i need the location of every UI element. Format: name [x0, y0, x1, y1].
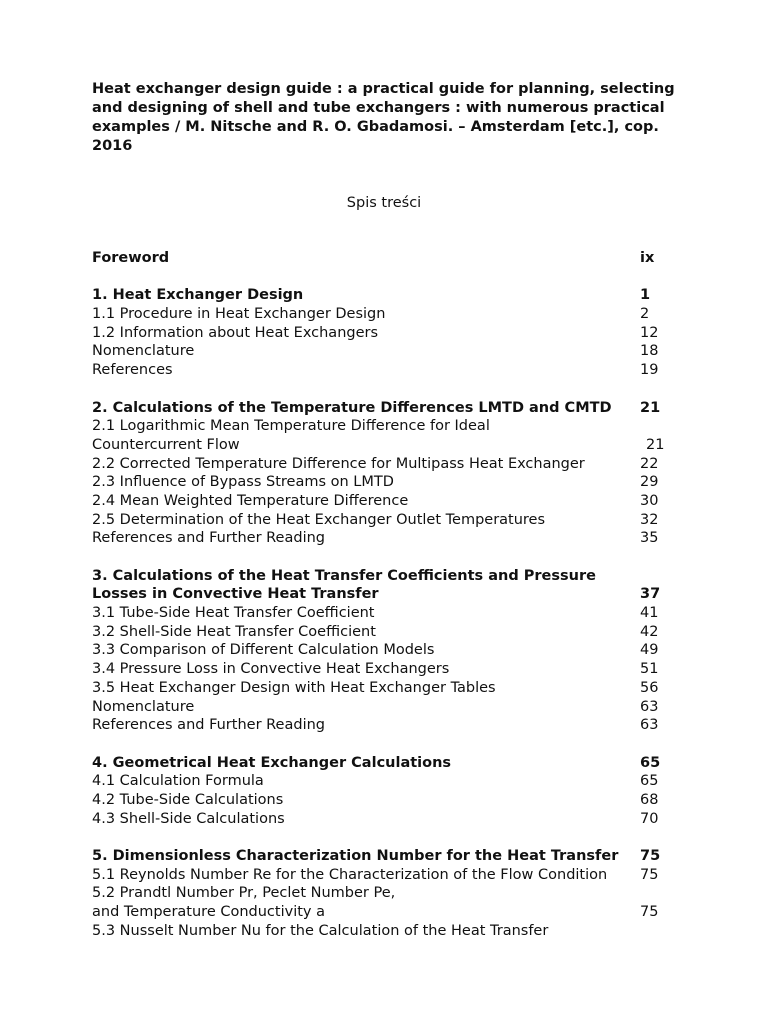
toc-entry-label: Nomenclature: [92, 698, 195, 715]
section-spacer: [92, 380, 672, 399]
toc-page-number: 42: [640, 623, 659, 640]
toc-entry-row: [92, 361, 672, 380]
toc-page-number: 56: [640, 679, 659, 696]
toc-page-number: 21: [646, 436, 665, 453]
toc-entry-row: [92, 492, 672, 511]
toc-entry-row: [92, 436, 672, 455]
toc-entry-label: Losses in Convective Heat Transfer: [92, 586, 379, 603]
toc-entry-label: 2.1 Logarithmic Mean Temperature Difference for Ideal: [92, 418, 490, 435]
toc-page-number: 51: [640, 661, 659, 678]
section-spacer: [92, 268, 672, 287]
toc-entry-label: 2.3 Influence of Bypass Streams on LMTD: [92, 474, 394, 491]
toc-entry-label: 2.4 Mean Weighted Temperature Difference: [92, 492, 409, 509]
toc-entry-label: References: [92, 362, 173, 379]
toc-chapter-row: [92, 286, 672, 305]
toc-entry-row: [92, 417, 672, 436]
toc-chapter-row: [92, 585, 672, 604]
toc-entry-row: [92, 772, 672, 791]
toc-page-number: 75: [640, 866, 659, 883]
toc-entry-label: 3.5 Heat Exchanger Design with Heat Exchanger Tables: [92, 679, 496, 696]
toc-page-number: 29: [640, 474, 659, 491]
toc-entry-row: [92, 660, 672, 679]
toc-page-number: 12: [640, 324, 659, 341]
toc-entry-row: [92, 511, 672, 530]
toc-entry-row: [92, 455, 672, 474]
toc-title: Spis treści: [346, 195, 422, 211]
toc-entry-row: [92, 529, 672, 548]
toc-page-number: ix: [640, 250, 655, 266]
toc-page-number: 30: [640, 492, 659, 509]
toc-entry-label: 5.1 Reynolds Number Re for the Characterization of the Flow Condition: [92, 866, 608, 883]
bibliographic-header: Heat exchanger design guide : a practical guide for planning, selecting and designing of shell and tube exchangers : with numerous practical examples / M. Nitsche and R. O. Gbadamosi. – Amsterdam [etc.], cop. 2016: [92, 81, 675, 154]
toc-entry-row: [92, 698, 672, 717]
toc-entry-label: 2.2 Corrected Temperature Difference for Multipass Heat Exchanger: [92, 455, 585, 472]
toc-entry-label: 5.2 Prandtl Number Pr, Peclet Number Pe,: [92, 885, 396, 902]
toc-entry-label: 2. Calculations of the Temperature Differences LMTD and CMTD: [92, 399, 612, 416]
toc-entry-row: [92, 473, 672, 492]
toc-page-number: 35: [640, 530, 659, 547]
toc-entry-row: [92, 342, 672, 361]
toc-page-number: 63: [640, 717, 659, 734]
toc-page-number: 37: [640, 586, 661, 603]
section-spacer: [92, 735, 672, 754]
toc-entry-label: 4.3 Shell-Side Calculations: [92, 810, 285, 827]
toc-entry-label: Nomenclature: [92, 343, 195, 360]
toc-entry-label: 1.1 Procedure in Heat Exchanger Design: [92, 306, 386, 323]
toc-entry-row: [92, 903, 672, 922]
toc-entry-label: 1.2 Information about Heat Exchangers: [92, 324, 379, 341]
toc-entry-label: 4.2 Tube-Side Calculations: [92, 791, 284, 808]
toc-page-number: 68: [640, 791, 659, 808]
toc-entry-label: 3.4 Pressure Loss in Convective Heat Exchangers: [92, 661, 450, 678]
toc-entry-label: 4. Geometrical Heat Exchanger Calculations: [92, 754, 452, 771]
toc-page-number: 65: [640, 773, 659, 790]
toc-page-number: 49: [640, 642, 659, 659]
toc-entry-label: 3.1 Tube-Side Heat Transfer Coefficient: [92, 605, 375, 622]
table-of-contents: [92, 249, 672, 940]
toc-entry-label: 3.3 Comparison of Different Calculation Models: [92, 642, 435, 659]
toc-entry-label: 3.2 Shell-Side Heat Transfer Coefficient: [92, 623, 376, 640]
toc-entry-row: [92, 679, 672, 698]
toc-entry-row: [92, 604, 672, 623]
toc-entry-label: Countercurrent Flow: [92, 436, 240, 453]
toc-page-number: 22: [640, 455, 659, 472]
toc-entry-row: [92, 922, 672, 941]
toc-entry-label: References and Further Reading: [92, 530, 325, 547]
toc-page-number: 63: [640, 698, 659, 715]
section-spacer: [92, 828, 672, 847]
toc-page-number: 19: [640, 362, 659, 379]
toc-entry-row: [92, 305, 672, 324]
toc-chapter-row: [92, 847, 672, 866]
toc-entry-label: 2.5 Determination of the Heat Exchanger Outlet Temperatures: [92, 511, 546, 528]
section-spacer: [92, 548, 672, 567]
toc-entry-label: 5. Dimensionless Characterization Number for the Heat Transfer: [92, 848, 619, 864]
toc-entry-label: Foreword: [92, 250, 170, 266]
toc-chapter-row: [92, 754, 672, 773]
toc-entry-label: and Temperature Conductivity a: [92, 904, 325, 921]
toc-page-number: 70: [640, 810, 659, 827]
toc-chapter-row: [92, 399, 672, 418]
toc-entry-row: [92, 884, 672, 903]
toc-page-number: 75: [640, 848, 661, 864]
toc-chapter-row: [92, 249, 672, 268]
toc-entry-row: [92, 791, 672, 810]
toc-entry-label: 1. Heat Exchanger Design: [92, 287, 304, 304]
toc-entry-row: [92, 641, 672, 660]
toc-chapter-row: [92, 567, 672, 586]
toc-entry-label: 3. Calculations of the Heat Transfer Coefficients and Pressure: [92, 567, 596, 584]
toc-entry-label: References and Further Reading: [92, 717, 325, 734]
toc-page-number: 41: [640, 605, 659, 622]
toc-entry-row: [92, 716, 672, 735]
toc-entry-row: [92, 324, 672, 343]
toc-page-number: 2: [640, 306, 650, 323]
toc-entry-row: [92, 866, 672, 885]
toc-page-number: 32: [640, 511, 659, 528]
toc-page-number: 65: [640, 754, 661, 771]
toc-entry-label: 4.1 Calculation Formula: [92, 773, 264, 790]
toc-entry-row: [92, 623, 672, 642]
toc-page-number: 1: [640, 287, 651, 304]
toc-entry-row: [92, 810, 672, 829]
toc-page-number: 75: [640, 904, 659, 921]
toc-page-number: 21: [640, 399, 661, 416]
toc-entry-label: 5.3 Nusselt Number Nu for the Calculation of the Heat Transfer: [92, 922, 549, 939]
toc-page-number: 18: [640, 343, 659, 360]
